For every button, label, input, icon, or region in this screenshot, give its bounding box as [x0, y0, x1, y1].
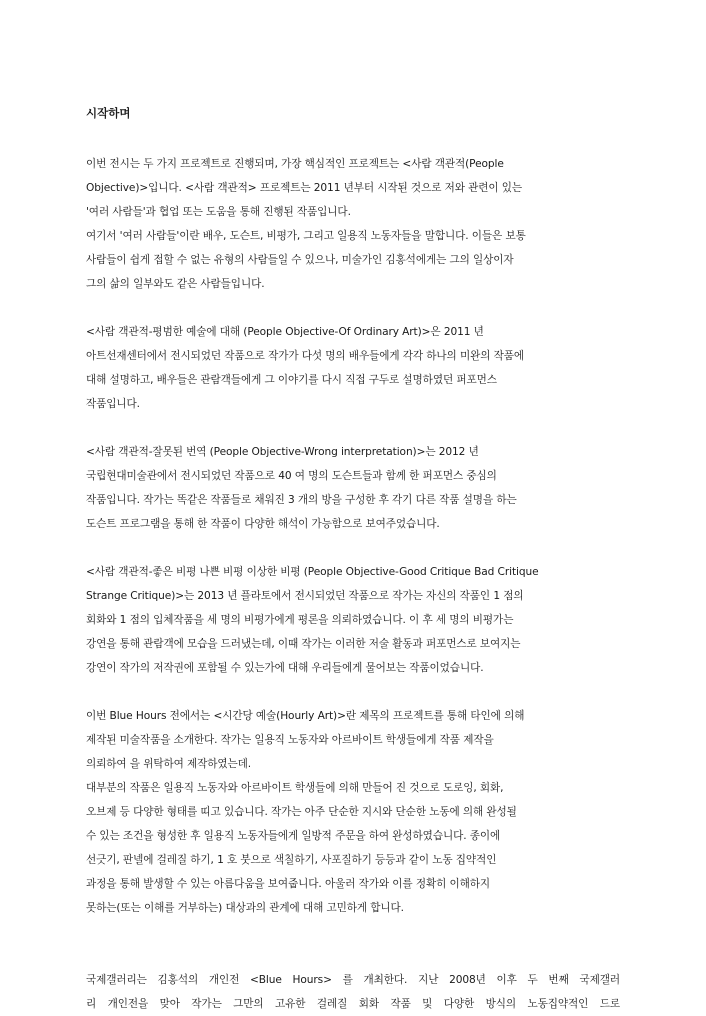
paragraph-ordinary-art: [86, 320, 620, 416]
text-line: <사람 객관적-평범한 예술에 대해 (People Objective-Of Ordinary Art)>은 2011 년: [86, 326, 484, 338]
text-line: 강연이 작가의 저작권에 포함될 수 있는가에 대해 우리들에게 물어보는 작품이었습니다.: [86, 662, 484, 674]
text-line: Objective)>입니다. <사람 객관적> 프로젝트는 2011 년부터 시작된 것으로 저와 관련이 있는: [86, 182, 523, 194]
text-line: 과정을 통해 발생할 수 있는 아름다움을 보여줍니다. 아울러 작가와 이를 정확히 이해하지: [86, 878, 491, 890]
text-line: 국제갤러리는 김홍석의 개인전 <Blue Hours> 를 개최한다. 지난 2008년 이후 두 번째 국제갤러: [86, 974, 620, 986]
text-line: 선긋기, 판넬에 걸레질 하기, 1 호 붓으로 색칠하기, 사포질하기 등등과 같이 노동 집약적인: [86, 854, 497, 866]
text-line: 못하는(또는 이해를 거부하는) 대상과의 관계에 대해 고민하게 합니다.: [86, 902, 404, 914]
text-line: 강연을 통해 관람객에 모습을 드러냈는데, 이때 작가는 이러한 저술 활동과 퍼포먼스로 보여지는: [86, 638, 521, 650]
text-line: '여러 사람들'과 협업 또는 도움을 통해 진행된 작품입니다.: [86, 206, 351, 218]
text-line: 아트선재센터에서 전시되었던 작품으로 작가가 다섯 명의 배우들에게 각각 하나의 미완의 작품에: [86, 350, 525, 362]
text-line: 오브제 등 다양한 형태를 띠고 있습니다. 작가는 아주 단순한 지시와 단순한 노동에 의해 완성될: [86, 806, 517, 818]
text-line: 대부분의 작품은 일용직 노동자와 아르바이트 학생들에 의해 만들어 진 것으로 도로잉, 회화,: [86, 782, 504, 794]
paragraph-wrong-interpretation: [86, 440, 620, 536]
text-line: Strange Critique)>는 2013 년 플라토에서 전시되었던 작품으로 작가는 자신의 작품인 1 점의: [86, 590, 524, 602]
text-line: <사람 객관적-잘못된 번역 (People Objective-Wrong interpretation)>는 2012 년: [86, 446, 479, 458]
text-line: 여기서 '여러 사람들'이란 배우, 도슨트, 비평가, 그리고 일용직 노동자들을 말합니다. 이들은 보통: [86, 230, 526, 242]
text-line: 회화와 1 점의 입체작품을 세 명의 비평가에게 평론을 의뢰하였습니다. 이 후 세 명의 비평가는: [86, 614, 514, 626]
text-line: 그의 삶의 일부와도 같은 사람들입니다.: [86, 278, 265, 290]
paragraph-gallery-intro: [86, 968, 620, 1016]
text-line: 이번 Blue Hours 전에서는 <시간당 예술(Hourly Art)>란 제목의 프로젝트를 통해 타인에 의해: [86, 710, 525, 722]
text-line: 의뢰하여 을 위탁하여 제작하였는데.: [86, 758, 252, 770]
text-line: 리 개인전을 맞아 작가는 그만의 고유한 걸레질 회화 작품 및 다양한 방식의 노동집약적인 드로: [86, 998, 620, 1010]
paragraph-hourly-art: [86, 704, 620, 920]
text-line: 작품입니다.: [86, 398, 140, 410]
text-line: <사람 객관적-좋은 비평 나쁜 비평 이상한 비평 (People Objective-Good Critique Bad Critique: [86, 566, 539, 578]
text-line: 사람들이 쉽게 접할 수 없는 유형의 사람들일 수 있으나, 미술가인 김홍석에게는 그의 일상이자: [86, 254, 514, 266]
text-line: 이번 전시는 두 가지 프로젝트로 진행되며, 가장 핵심적인 프로젝트는 <사람 객관적(People: [86, 158, 504, 170]
text-line: 국립현대미술관에서 전시되었던 작품으로 40 여 명의 도슨트들과 함께 한 퍼포먼스 중심의: [86, 470, 497, 482]
text-line: 도슨트 프로그램을 통해 한 작품이 다양한 해석이 가능함으로 보여주었습니다.: [86, 518, 440, 530]
section-spacer: [86, 944, 620, 968]
text-line: 제작된 미술작품을 소개한다. 작가는 일용직 노동자와 아르바이트 학생들에게 작품 제작을: [86, 734, 494, 746]
paragraph-intro: [86, 152, 620, 296]
text-line: 작품입니다. 작가는 똑같은 작품들로 채워진 3 개의 방을 구성한 후 각기 다른 작품 설명을 하는: [86, 494, 517, 506]
section-heading: 시작하며: [86, 106, 131, 120]
paragraph-critique: [86, 560, 620, 680]
text-line: 수 있는 조건을 형성한 후 일용직 노동자들에게 일방적 주문을 하여 완성하였습니다. 종이에: [86, 830, 501, 842]
text-line: 대해 설명하고, 배우들은 관람객들에게 그 이야기를 다시 직접 구두로 설명하였던 퍼포먼스: [86, 374, 497, 386]
